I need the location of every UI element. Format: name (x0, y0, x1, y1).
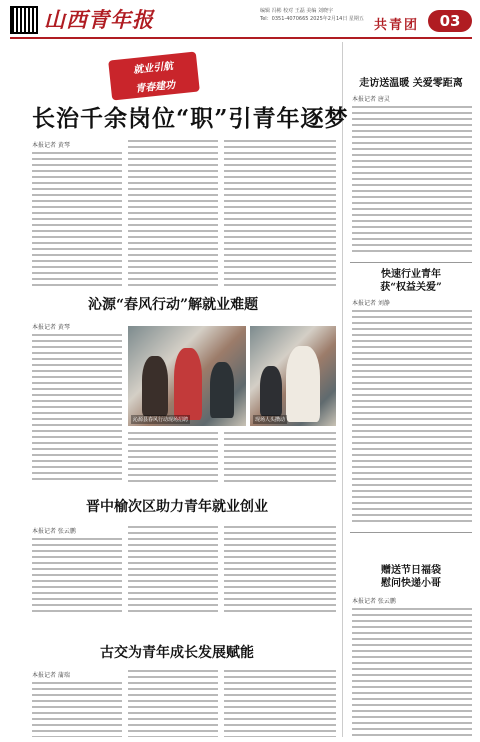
article-body (224, 670, 336, 737)
headline-line-1: 快速行业青年 (381, 269, 441, 280)
article-body (128, 670, 218, 737)
byline: 本报记者 黄琴 (32, 142, 70, 149)
badge-line-1: 就业引航 (132, 60, 174, 77)
byline: 本报记者 蒲瑞 (32, 672, 70, 679)
byline: 本报记者 张云鹏 (32, 528, 76, 535)
news-photo (128, 326, 246, 426)
byline: 本报记者 张云鹏 (352, 598, 396, 605)
photo-caption: 沁源县春风行动现场招聘 (133, 417, 189, 423)
header-info (260, 7, 364, 23)
article-headline: 晋中榆次区助力青年就业创业 (86, 499, 268, 515)
article-body (32, 538, 122, 614)
article-headline: 古交为青年成长发展赋能 (100, 645, 254, 661)
photo-caption: 现场人头攒动 (255, 417, 286, 423)
page-number: 03 (428, 10, 472, 32)
article-body (32, 682, 122, 737)
article-body (224, 526, 336, 614)
article-body (128, 140, 218, 287)
qr-code (10, 6, 38, 34)
headline-line-2: 慰问快递小哥 (381, 578, 441, 589)
column-divider (342, 42, 343, 737)
divider (350, 532, 472, 533)
badge-line-2: 青春建功 (134, 79, 176, 95)
article-headline: 走访送温暖 关爱零距离 (359, 78, 463, 89)
feature-badge (108, 52, 200, 101)
date-line: Tel：0351-4070665 2025年2月14日 星期五 (260, 16, 364, 22)
news-photo (250, 326, 336, 426)
newspaper-masthead: 山西青年报 (44, 7, 154, 32)
article-body (224, 140, 336, 287)
headline-line-1: 赠送节日福袋 (381, 565, 441, 576)
article-body (352, 310, 472, 526)
divider (350, 262, 472, 263)
article-headline (350, 564, 472, 590)
article-body (224, 432, 336, 482)
article-body (352, 608, 472, 737)
article-body (32, 152, 122, 287)
section-name: 共青团 (374, 18, 420, 33)
byline: 本报记者 唐灵 (352, 96, 390, 103)
article-body (32, 334, 122, 482)
article-headline: 沁源“春风行动”解就业难题 (88, 297, 259, 313)
article-headline (350, 268, 472, 294)
headline-line-2: 获“权益关爱” (380, 282, 442, 293)
article-body (352, 106, 472, 256)
editor-line: 编辑 冯彬 校对 王磊 美编 刘晓宇 (260, 8, 333, 14)
header-rule (10, 37, 472, 39)
article-body (128, 432, 218, 482)
article-body (128, 526, 218, 614)
byline: 本报记者 黄琴 (32, 324, 70, 331)
main-headline: 长治千余岗位“职”引青年逐梦 (32, 105, 349, 132)
byline: 本报记者 刘静 (352, 300, 390, 307)
